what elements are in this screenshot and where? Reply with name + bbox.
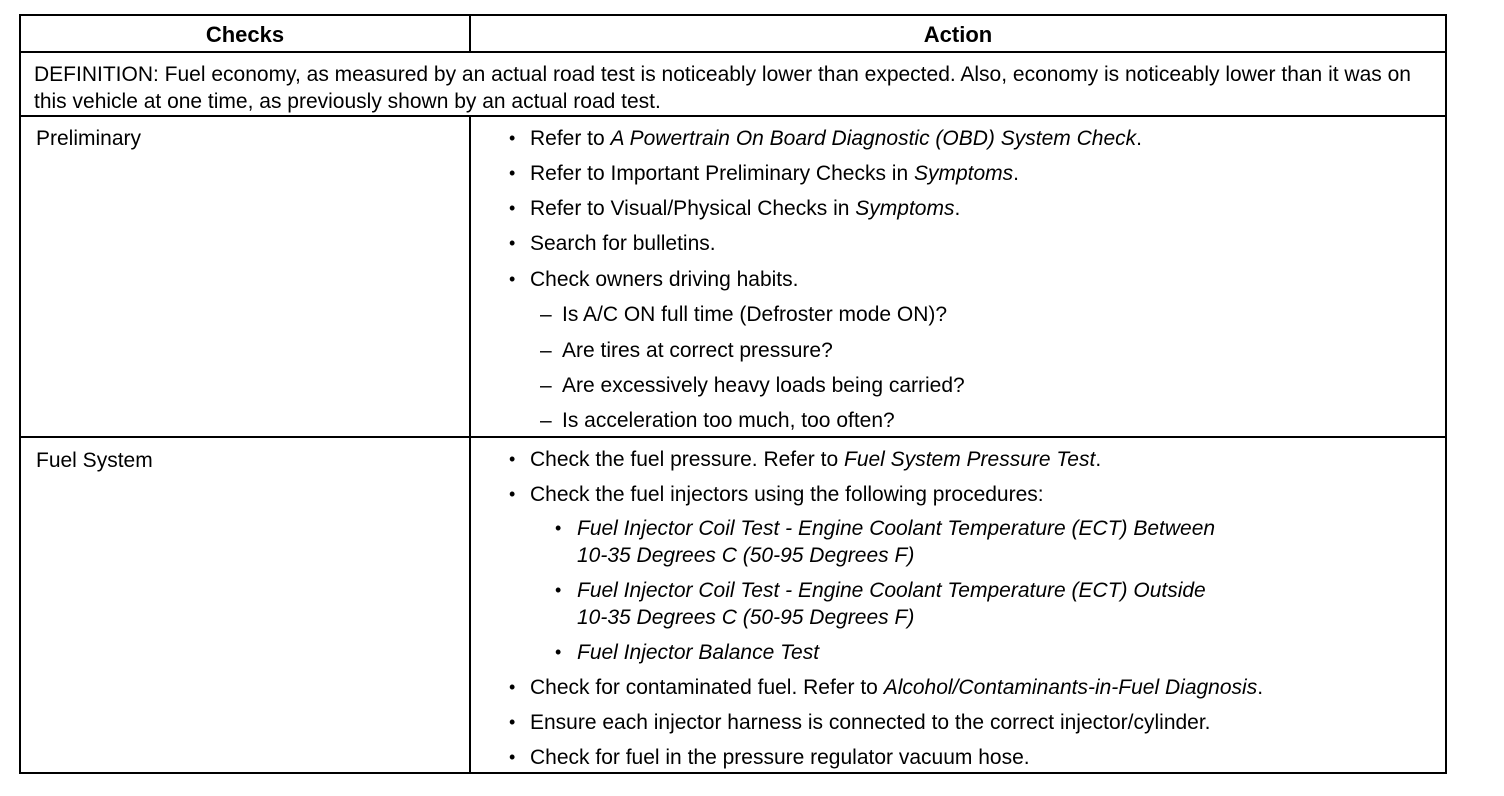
bullet-icon: • <box>509 747 516 767</box>
injector-procedure: Fuel Injector Coil Test - Engine Coolant Temperature (ECT) Between 10-35 Degrees C (50-95 Degrees F) <box>577 517 1216 567</box>
definition-text: DEFINITION: Fuel economy, as measured by an actual road test is noticeably lower than expected. Also, economy is noticeably lower than it was on this vehicle at one time, as previously shown by an actual road test. <box>34 63 1411 113</box>
bullet-icon: • <box>509 484 516 504</box>
injector-procedure: Fuel Injector Balance Test <box>577 641 820 664</box>
dash-icon: – <box>540 374 552 397</box>
bullet-icon: • <box>509 198 516 218</box>
injector-procedure: Fuel Injector Coil Test - Engine Coolant Temperature (ECT) Outside 10-35 Degrees C (50-95 Degrees F) <box>577 579 1206 629</box>
fuel-system-item: Ensure each injector harness is connected to the correct injector/cylinder. <box>530 711 1211 734</box>
fuel-system-label: Fuel System <box>36 449 153 472</box>
bullet-icon: • <box>509 449 516 469</box>
driving-habit-item: Are excessively heavy loads being carried? <box>562 374 965 397</box>
preliminary-item: Refer to A Powertrain On Board Diagnostic (OBD) System Check. <box>530 127 1142 150</box>
bullet-icon: • <box>509 677 516 697</box>
diagnostic-table <box>19 14 1447 774</box>
bullet-icon: • <box>555 518 562 538</box>
driving-habit-item: Is A/C ON full time (Defroster mode ON)? <box>562 303 948 326</box>
fuel-system-item: Check for fuel in the pressure regulator vacuum hose. <box>530 746 1030 769</box>
definition-divider <box>21 115 1445 117</box>
bullet-icon: • <box>509 269 516 289</box>
driving-habit-item: Is acceleration too much, too often? <box>562 409 895 432</box>
preliminary-item: Refer to Important Preliminary Checks in Symptoms. <box>530 162 1019 185</box>
fuel-system-item: Check the fuel injectors using the following procedures: <box>530 483 1044 506</box>
preliminary-item: Refer to Visual/Physical Checks in Symptoms. <box>530 197 961 220</box>
bullet-icon: • <box>555 580 562 600</box>
bullet-icon: • <box>509 233 516 253</box>
bullet-icon: • <box>509 712 516 732</box>
checks-header: Checks <box>205 22 285 47</box>
preliminary-label: Preliminary <box>36 127 142 150</box>
action-header: Action <box>923 22 993 47</box>
fuel-system-item: Check for contaminated fuel. Refer to Alcohol/Contaminants-in-Fuel Diagnosis. <box>530 676 1264 699</box>
body-column-divider <box>469 117 471 772</box>
preliminary-item: Check owners driving habits. <box>530 268 799 291</box>
fuel-system-item: Check the fuel pressure. Refer to Fuel System Pressure Test. <box>530 448 1102 471</box>
bullet-icon: • <box>555 642 562 662</box>
dash-icon: – <box>540 409 552 432</box>
dash-icon: – <box>540 303 552 326</box>
bullet-icon: • <box>509 128 516 148</box>
bullet-icon: • <box>509 163 516 183</box>
preliminary-divider <box>21 436 1445 438</box>
preliminary-item: Search for bulletins. <box>530 232 716 255</box>
dash-icon: – <box>540 339 552 362</box>
driving-habit-item: Are tires at correct pressure? <box>562 339 833 362</box>
header-divider <box>21 51 1445 53</box>
